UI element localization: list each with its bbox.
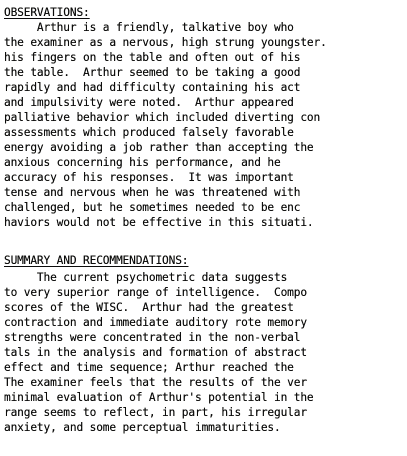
summary-line: strengths were concentrated in the non-verbal	[4, 331, 301, 344]
observations-line: palliative behavior which included diverting con	[4, 111, 321, 124]
summary-heading: SUMMARY AND RECOMMENDATIONS:	[4, 254, 189, 267]
summary-line: contraction and immediate auditory rote memory	[4, 316, 307, 329]
summary-line: minimal evaluation of Arthur's potential in the	[4, 391, 314, 404]
observations-line: tense and nervous when he was threatened with	[4, 186, 301, 199]
summary-line: anxiety, and some perceptual immaturities.	[4, 421, 281, 434]
summary-line: tals in the analysis and formation of abstract	[4, 346, 307, 359]
observations-line: the table. Arthur seemed to be taking a good	[4, 66, 301, 79]
observations-heading: OBSERVATIONS:	[4, 6, 90, 19]
summary-line: The current psychometric data suggests	[4, 271, 288, 284]
summary-line: to very superior range of intelligence. Compo	[4, 286, 307, 299]
observations-line: energy avoiding a job rather than accepting the	[4, 141, 314, 154]
observations-line: challenged, but he sometimes needed to be enc	[4, 201, 301, 214]
observations-line: accuracy of his responses. It was important	[4, 171, 294, 184]
summary-line: effect and time sequence; Arthur reached the	[4, 361, 294, 374]
observations-line: the examiner as a nervous, high strung youngster.	[4, 36, 327, 49]
observations-line: haviors would not be effective in this situati.	[4, 216, 314, 229]
observations-line: his fingers on the table and often out of his	[4, 51, 301, 64]
observations-line: and impulsivity were noted. Arthur appeared	[4, 96, 294, 109]
observations-line: Arthur is a friendly, talkative boy who	[4, 21, 294, 34]
observations-line: anxious concerning his performance, and he	[4, 156, 281, 169]
summary-line: range seems to reflect, in part, his irregular	[4, 406, 307, 419]
summary-line: The examiner feels that the results of the ver	[4, 376, 307, 389]
observations-line: rapidly and had difficulty containing his act	[4, 81, 301, 94]
summary-line: scores of the WISC. Arthur had the greatest	[4, 301, 294, 314]
observations-line: assessments which produced falsely favorable	[4, 126, 294, 139]
